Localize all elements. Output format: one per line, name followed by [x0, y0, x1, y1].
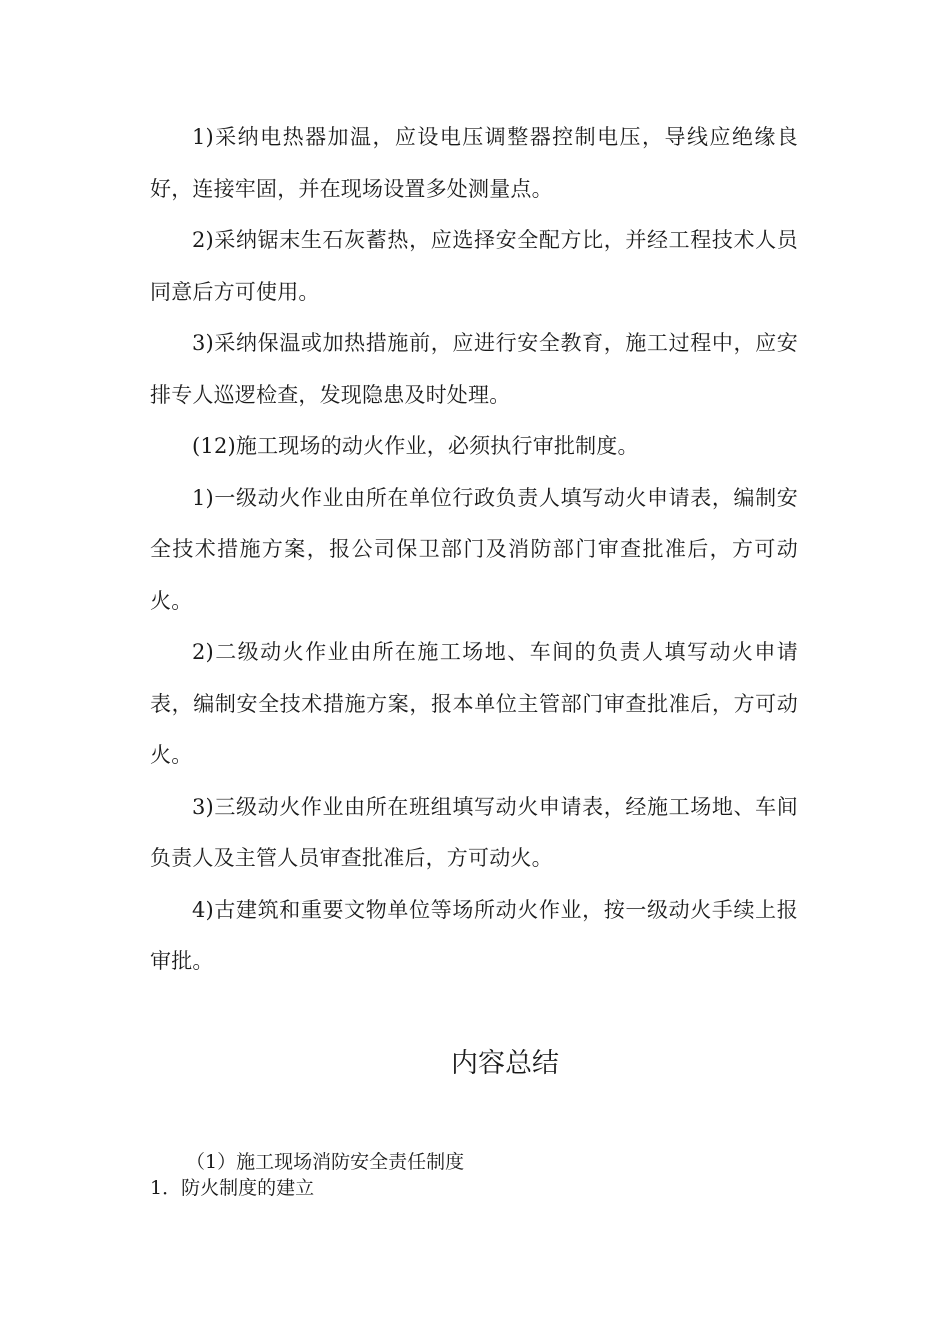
- paragraph-level-2-hot-work: 2)二级动火作业由所在施工场地、车间的负责人填写动火申请表，编制安全技术措施方案，报本单位主管部门审查批准后，方可动火。: [150, 640, 798, 767]
- summary-item: （1）施工现场消防安全责任制度: [186, 1151, 465, 1173]
- paragraph-level-1-hot-work: 1)一级动火作业由所在单位行政负责人填写动火申请表，编制安全技术措施方案，报公司保卫部门及消防部门审查批准后，方可动火。: [150, 485, 798, 613]
- summary-title: 内容总结: [451, 1048, 559, 1079]
- paragraph-ancient-buildings: 4)古建筑和重要文物单位等场所动火作业，按一级动火手续上报审批。: [150, 897, 798, 973]
- paragraph-level-3-hot-work: 3)三级动火作业由所在班组填写动火申请表，经施工场地、车间负责人及主管人员审查批准后，方可动火。: [150, 794, 798, 870]
- paragraph-sawdust-lime: 2)采纳锯末生石灰蓄热，应选择安全配方比，并经工程技术人员同意后方可使用。: [150, 228, 798, 304]
- body-text: [150, 112, 798, 988]
- paragraph-safety-education: 3)采纳保温或加热措施前，应进行安全教育，施工过程中，应安排专人巡逻检查，发现隐患及时处理。: [150, 331, 798, 407]
- paragraph-electric-heating: 1)采纳电热器加温，应设电压调整器控制电压，导线应绝缘良好，连接牢固，并在现场设置多处测量点。: [150, 125, 798, 201]
- summary-item: 1．防火制度的建立: [150, 1177, 315, 1199]
- paragraph-hot-work-approval: (12)施工现场的动火作业，必须执行审批制度。: [192, 434, 639, 458]
